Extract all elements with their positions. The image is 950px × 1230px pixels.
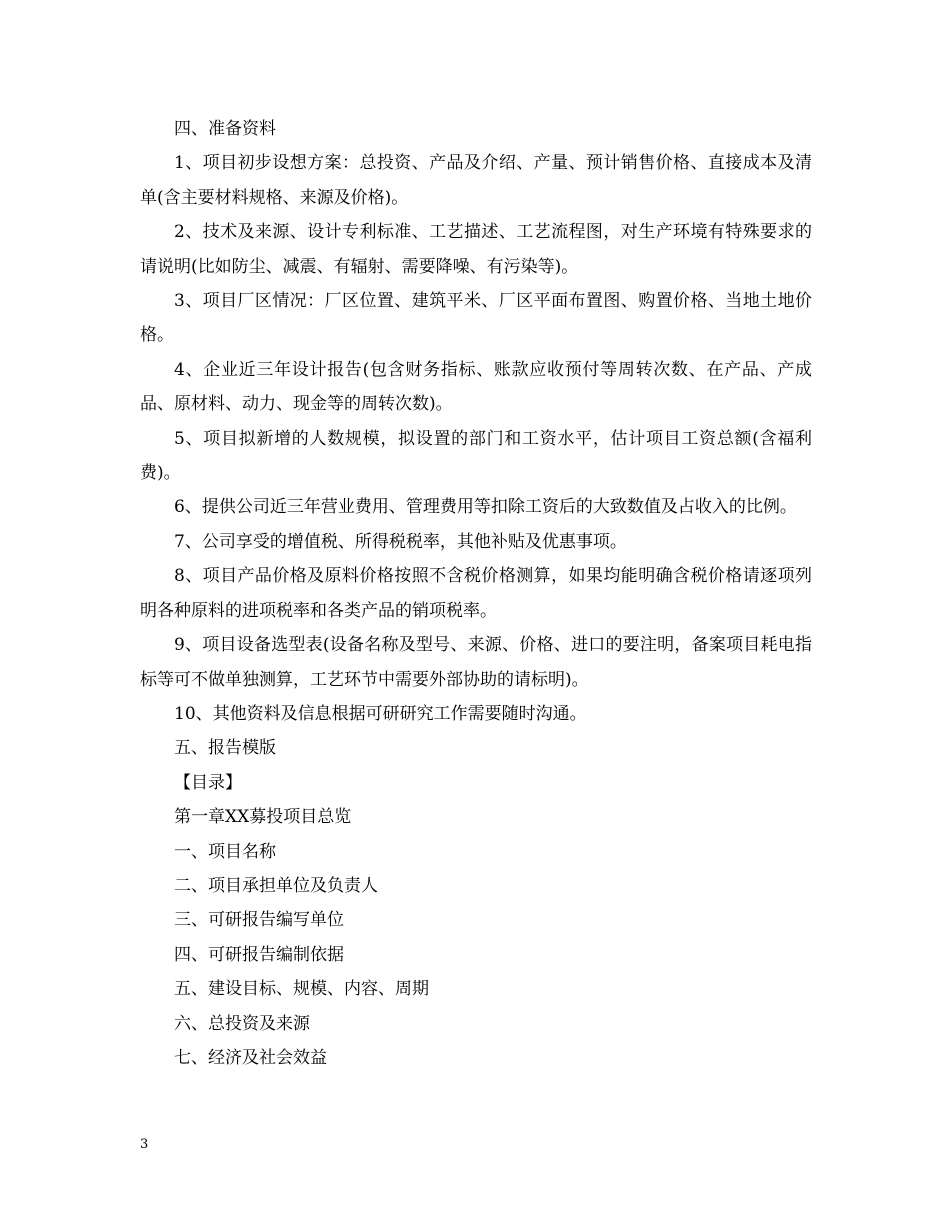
toc-item: 四、可研报告编制依据 — [174, 944, 344, 965]
list-item: 1、项目初步设想方案：总投资、产品及介绍、产量、预计销售价格、直接成本及清单(含主要材料规格、来源及价格)。 — [140, 153, 812, 208]
section-heading: 五、报告模版 — [174, 738, 276, 759]
document-body — [140, 112, 812, 1075]
list-item: 5、项目拟新增的人数规模，拟设置的部门和工资水平，估计项目工资总额(含福利费)。 — [140, 428, 812, 484]
list-item: 3、项目厂区情况：厂区位置、建筑平米、厂区平面布置图、购置价格、当地土地价格。 — [140, 291, 812, 346]
list-item: 9、项目设备选型表(设备名称及型号、来源、价格、进口的要注明，备案项目耗电指标等可不做单独测算，工艺环节中需要外部协助的请标明)。 — [140, 635, 812, 690]
toc-item: 一、项目名称 — [174, 841, 276, 862]
toc-item: 七、经济及社会效益 — [174, 1047, 327, 1068]
toc-item: 六、总投资及来源 — [174, 1013, 310, 1034]
toc-item: 五、建设目标、规模、内容、周期 — [174, 979, 429, 1000]
list-item: 8、项目产品价格及原料价格按照不含税价格测算，如果均能明确含税价格请逐项列明各种原料的进项税率和各类产品的销项税率。 — [140, 566, 812, 621]
toc-item: 二、项目承担单位及负责人 — [174, 875, 378, 896]
list-item: 6、提供公司近三年营业费用、管理费用等扣除工资后的大致数值及占收入的比例。 — [174, 497, 797, 518]
section-heading: 四、准备资料 — [174, 119, 276, 139]
toc-heading: 【目录】 — [174, 772, 242, 793]
page-number: 3 — [140, 1137, 149, 1152]
list-item: 7、公司享受的增值税、所得税税率，其他补贴及优惠事项。 — [174, 531, 627, 552]
list-item: 4、企业近三年设计报告(包含财务指标、账款应收预付等周转次数、在产品、产成品、原材料、动力、现金等的周转次数)。 — [140, 359, 812, 415]
toc-item: 三、可研报告编写单位 — [174, 910, 344, 931]
toc-chapter: 第一章XX募投项目总览 — [174, 807, 352, 828]
list-item: 2、技术及来源、设计专利标准、工艺描述、工艺流程图，对生产环境有特殊要求的请说明(比如防尘、减震、有辐射、需要降噪、有污染等)。 — [140, 222, 812, 277]
list-item: 10、其他资料及信息根据可研研究工作需要随时沟通。 — [174, 703, 587, 724]
